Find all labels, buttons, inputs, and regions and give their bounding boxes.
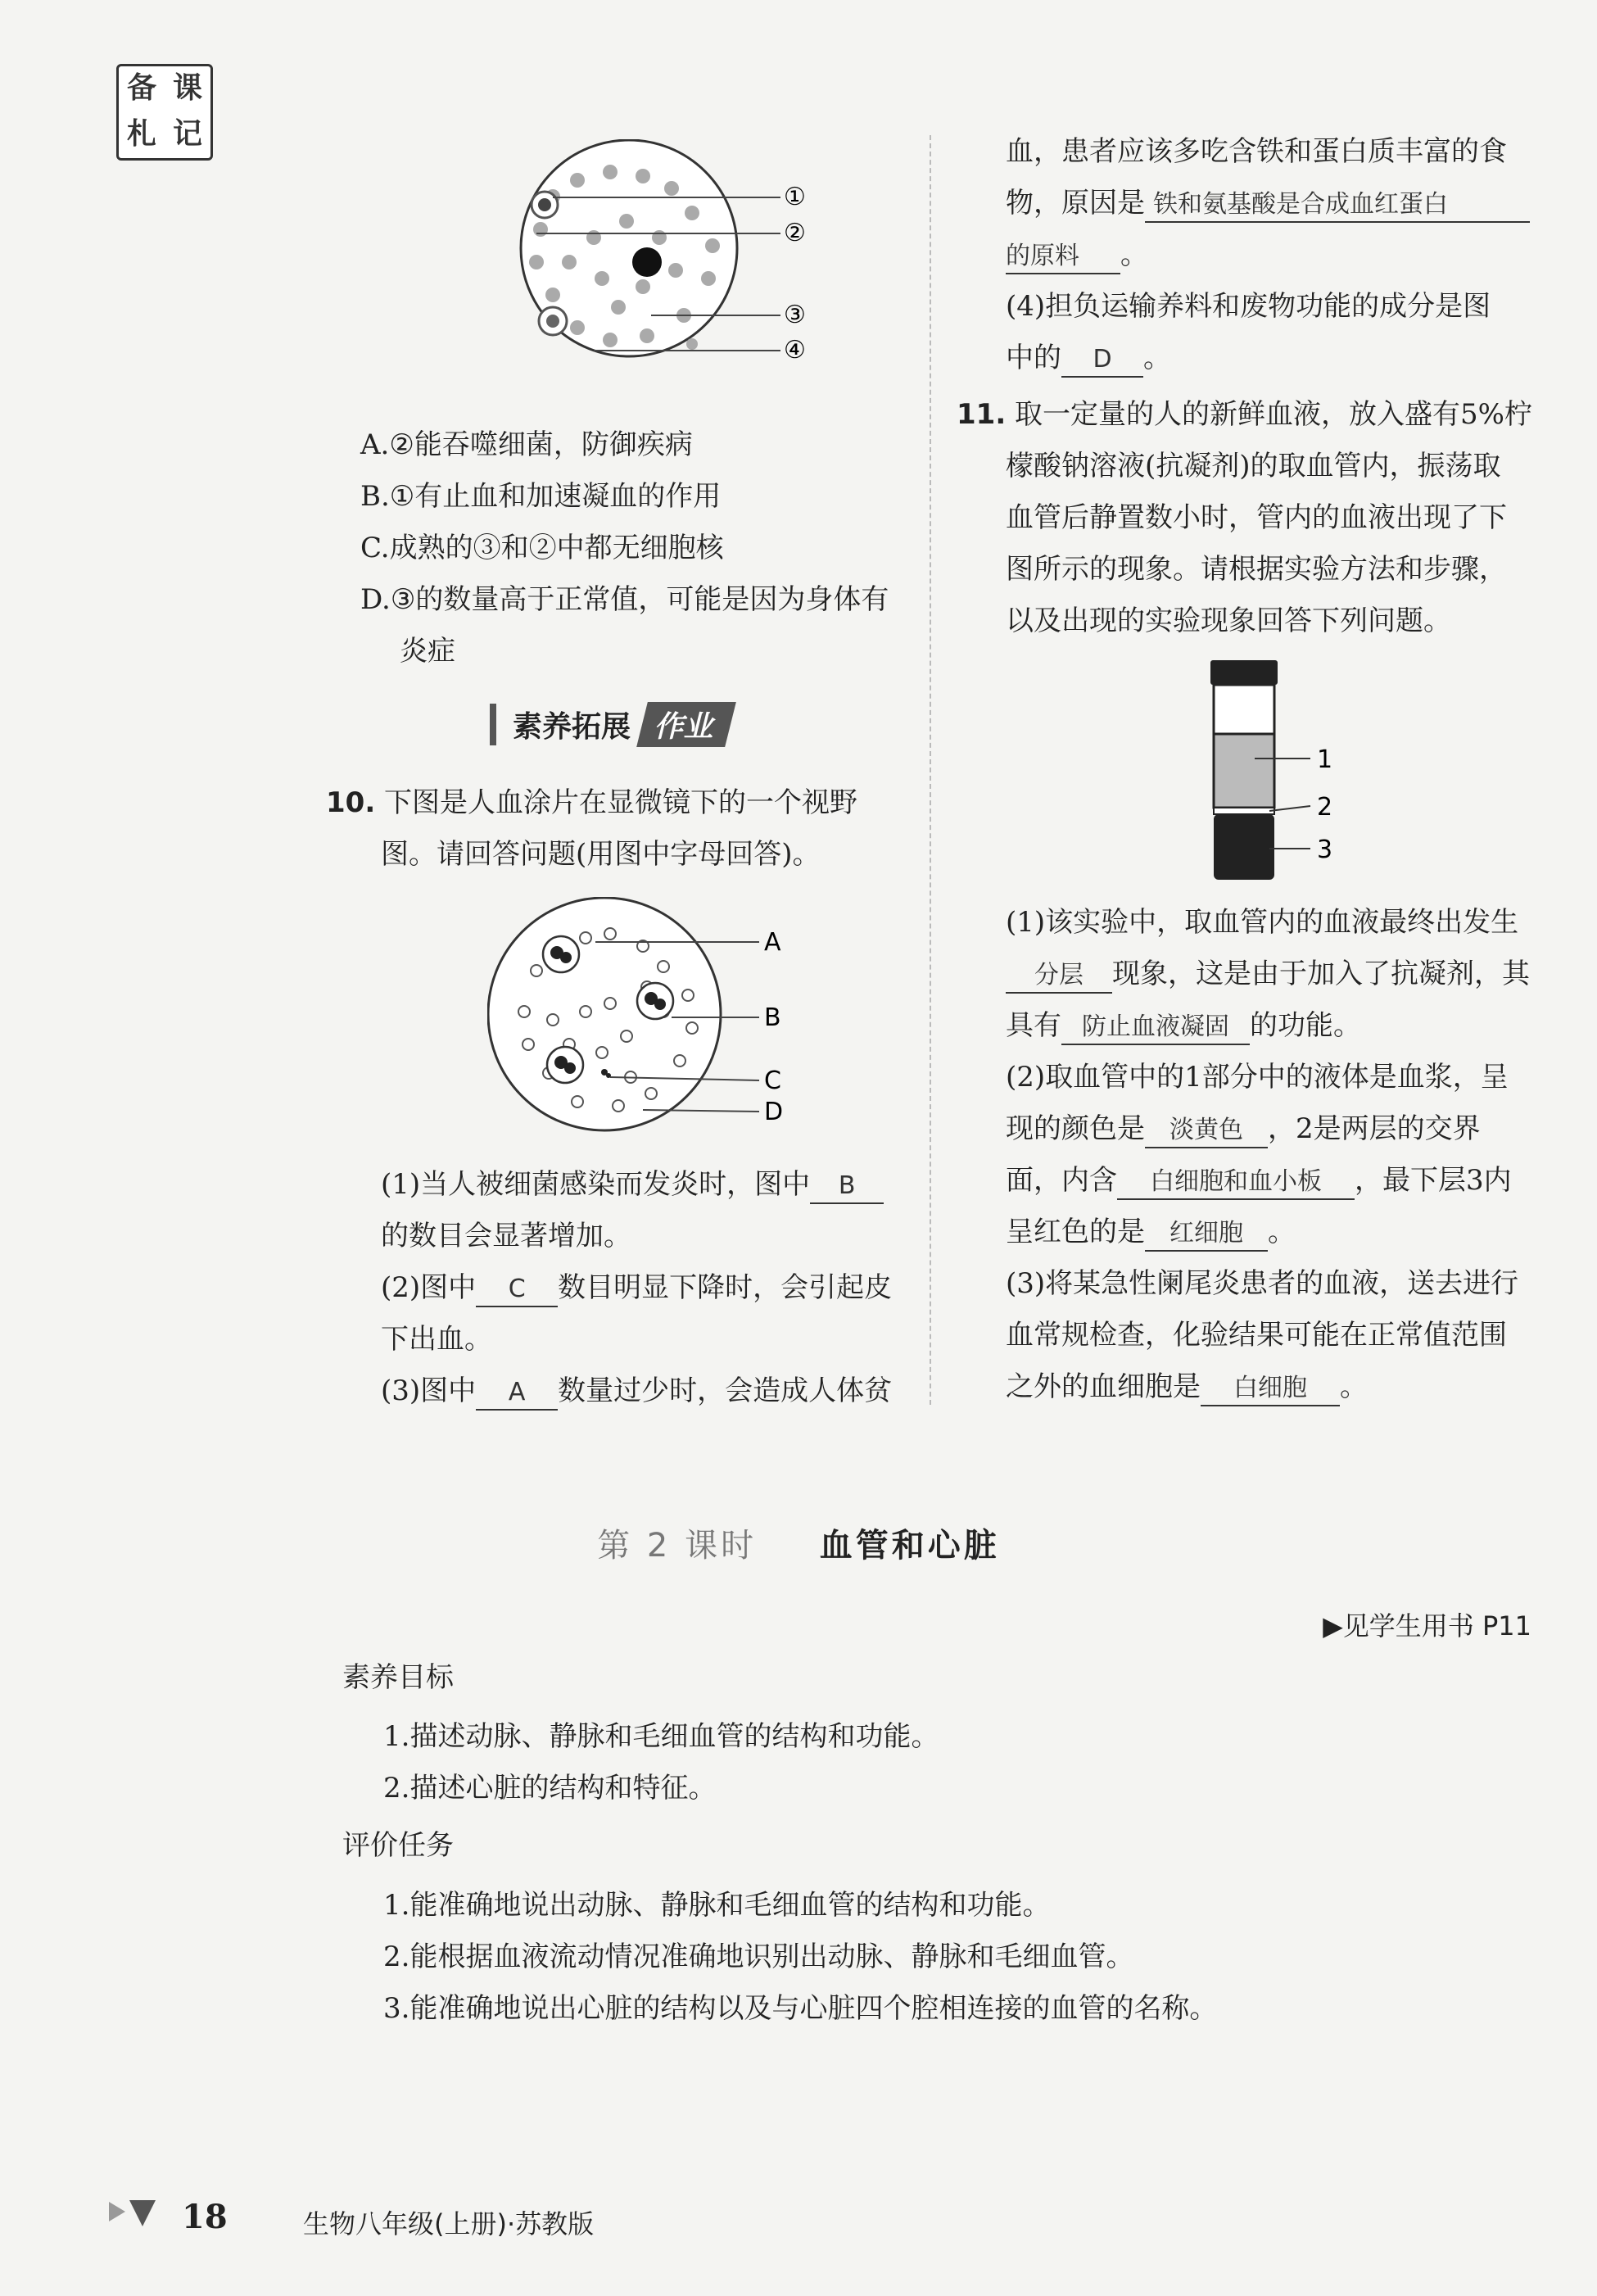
q10-sub1-line1: [381, 1162, 884, 1204]
q10-stem: 下图是人血涂片在显微镜下的一个视野: [384, 786, 858, 819]
task-item: 3.能准确地说出心脏的结构以及与心脏四个腔相连接的血管的名称。: [383, 1992, 1218, 2025]
q11-sub2-line2: [1006, 1106, 1481, 1148]
corner-stamp: [116, 64, 213, 161]
goals-heading: 素养目标: [342, 1661, 454, 1694]
answer-blank: C: [476, 1273, 558, 1307]
stamp-char: 备: [126, 71, 156, 105]
tasks-heading: 评价任务: [342, 1829, 454, 1862]
text: 呈红色的是: [1006, 1216, 1145, 1248]
page-number: 18: [182, 2198, 228, 2236]
answer-blank: 白细胞: [1201, 1372, 1340, 1406]
q11-sub2-line4: [1006, 1209, 1296, 1252]
text: 。: [1268, 1216, 1296, 1248]
q10-sub3-cont1: 血，患者应该多吃含铁和蛋白质丰富的食: [1006, 135, 1507, 168]
q11-sub1-line3: [1006, 1003, 1361, 1045]
blood-smear-figure-lettered: [487, 897, 831, 1143]
answer-blank: 分层: [1006, 959, 1112, 994]
q11-sub1-line2: [1006, 951, 1530, 994]
question-number: 10.: [326, 786, 376, 819]
q10-sub2-line1: [381, 1265, 892, 1307]
answer-blank: D: [1061, 343, 1143, 378]
stamp-char: 课: [172, 71, 202, 105]
text: 物，原因是: [1006, 187, 1145, 220]
option-d-cont: 炎症: [400, 635, 455, 668]
lesson-number: 第 2 课时: [597, 1527, 758, 1565]
option-d: D.③的数量高于正常值，可能是因为身体有: [360, 583, 889, 616]
q10-sub4-line2: [1006, 335, 1171, 378]
option-c: C.成熟的③和②中都无细胞核: [360, 532, 724, 564]
blood-smear-figure-top: [446, 139, 831, 401]
figure-label: B: [764, 1003, 781, 1032]
q10-sub3-cont3: [1006, 232, 1148, 274]
q10-sub4-line1: (4)担负运输养料和废物功能的成分是图: [1006, 290, 1491, 323]
banner-part2: 作业: [636, 702, 736, 747]
answer-blank: 红细胞: [1145, 1217, 1268, 1252]
question-number: 11.: [957, 398, 1007, 431]
text: 现象，这是由于加入了抗凝剂，其: [1112, 958, 1530, 990]
text: 数目明显下降时，会引起皮: [558, 1271, 893, 1304]
figure-label: ③: [784, 301, 806, 329]
figure-label: A: [764, 928, 781, 957]
answer-blank: A: [476, 1376, 558, 1411]
figure-label: ④: [784, 336, 806, 365]
lesson-title: 血管和心脏: [819, 1527, 1000, 1565]
text: ，2是两层的交界: [1268, 1112, 1481, 1145]
text: 的功能。: [1250, 1009, 1361, 1042]
q11-sub3-line1: (3)将某急性阑尾炎患者的血液，送去进行: [1006, 1267, 1519, 1300]
goal-item: 2.描述心脏的结构和特征。: [383, 1772, 717, 1805]
text: (3)图中: [381, 1374, 477, 1407]
answer-blank: B: [810, 1170, 884, 1204]
q10-stem-line2: 图。请回答问题(用图中字母回答)。: [381, 838, 821, 871]
figure-label: ①: [784, 183, 806, 211]
figure-label: D: [764, 1098, 784, 1126]
text: 。: [1340, 1370, 1368, 1403]
q11-stem-line3: 血管后静置数小时，管内的血液出现了下: [1006, 501, 1507, 534]
stamp-char: 记: [172, 117, 202, 151]
task-item: 2.能根据血液流动情况准确地识别出动脉、静脉和毛细血管。: [383, 1941, 1134, 1973]
answer-blank: 白细胞和血小板: [1117, 1166, 1355, 1200]
goal-item: 1.描述动脉、静脉和毛细血管的结构和功能。: [383, 1720, 939, 1753]
footer-ornament-icon: [105, 2194, 162, 2235]
q11-stem-line1: [957, 392, 1532, 432]
text: 现的颜色是: [1006, 1112, 1145, 1145]
text: 。: [1120, 238, 1148, 271]
test-tube-figure: [1196, 655, 1376, 901]
q11-sub2-line1: (2)取血管中的1部分中的液体是血浆，呈: [1006, 1061, 1509, 1094]
text: 之外的血细胞是: [1006, 1370, 1201, 1403]
q11-sub3-line3: [1006, 1364, 1368, 1406]
answer-blank: 防止血液凝固: [1061, 1011, 1250, 1045]
column-divider: [930, 135, 931, 1405]
q11-sub2-line3: [1006, 1157, 1512, 1200]
stamp-char: 札: [126, 117, 156, 151]
text: (2)图中: [381, 1271, 477, 1304]
tube-label: 1: [1317, 745, 1333, 774]
banner-part1: 素养拓展: [490, 704, 642, 745]
text: 数量过少时，会造成人体贫: [558, 1374, 893, 1407]
q11-sub1-line1: (1)该实验中，取血管内的血液最终出发生: [1006, 906, 1519, 939]
option-a: A.②能吞噬细菌，防御疾病: [360, 428, 693, 461]
text: 面，内含: [1006, 1164, 1117, 1197]
answer-blank: 的原料: [1006, 240, 1120, 274]
q10-sub3-line1: [381, 1368, 892, 1411]
reference-link: ▶见学生用书 P11: [1323, 1610, 1531, 1642]
text: (1)当人被细菌感染而发炎时，图中: [381, 1168, 811, 1201]
answer-blank: 淡黄色: [1145, 1114, 1268, 1148]
tube-label: 2: [1317, 793, 1333, 822]
text: 中的: [1006, 342, 1061, 374]
figure-label: ②: [784, 219, 806, 247]
q11-stem-line2: 檬酸钠溶液(抗凝剂)的取血管内，振荡取: [1006, 450, 1501, 482]
tube-label: 3: [1317, 836, 1333, 864]
option-b: B.①有止血和加速凝血的作用: [360, 480, 722, 513]
answer-blank: 铁和氨基酸是合成血红蛋白: [1145, 188, 1530, 223]
q10-stem-line1: [326, 780, 857, 820]
q10-sub1-line2: 的数目会显著增加。: [381, 1220, 631, 1252]
task-item: 1.能准确地说出动脉、静脉和毛细血管的结构和功能。: [383, 1889, 1051, 1922]
q10-sub3-cont2: [1006, 180, 1530, 223]
q11-stem-line4: 图所示的现象。请根据实验方法和步骤，: [1006, 553, 1507, 586]
text: ，最下层3内: [1355, 1164, 1512, 1197]
text: 。: [1143, 342, 1171, 374]
q10-sub2-line2: 下出血。: [381, 1323, 492, 1356]
q11-sub3-line2: 血常规检查，化验结果可能在正常值范围: [1006, 1319, 1507, 1352]
q11-stem-line5: 以及出现的实验现象回答下列问题。: [1006, 605, 1451, 637]
figure-label: C: [764, 1066, 781, 1095]
section-title: [0, 1519, 1597, 1566]
text: 取一定量的人的新鲜血液，放入盛有5%柠: [1015, 398, 1532, 431]
section-banner: [490, 703, 731, 745]
book-title: 生物八年级(上册)·苏教版: [303, 2208, 595, 2239]
text: 具有: [1006, 1009, 1061, 1042]
